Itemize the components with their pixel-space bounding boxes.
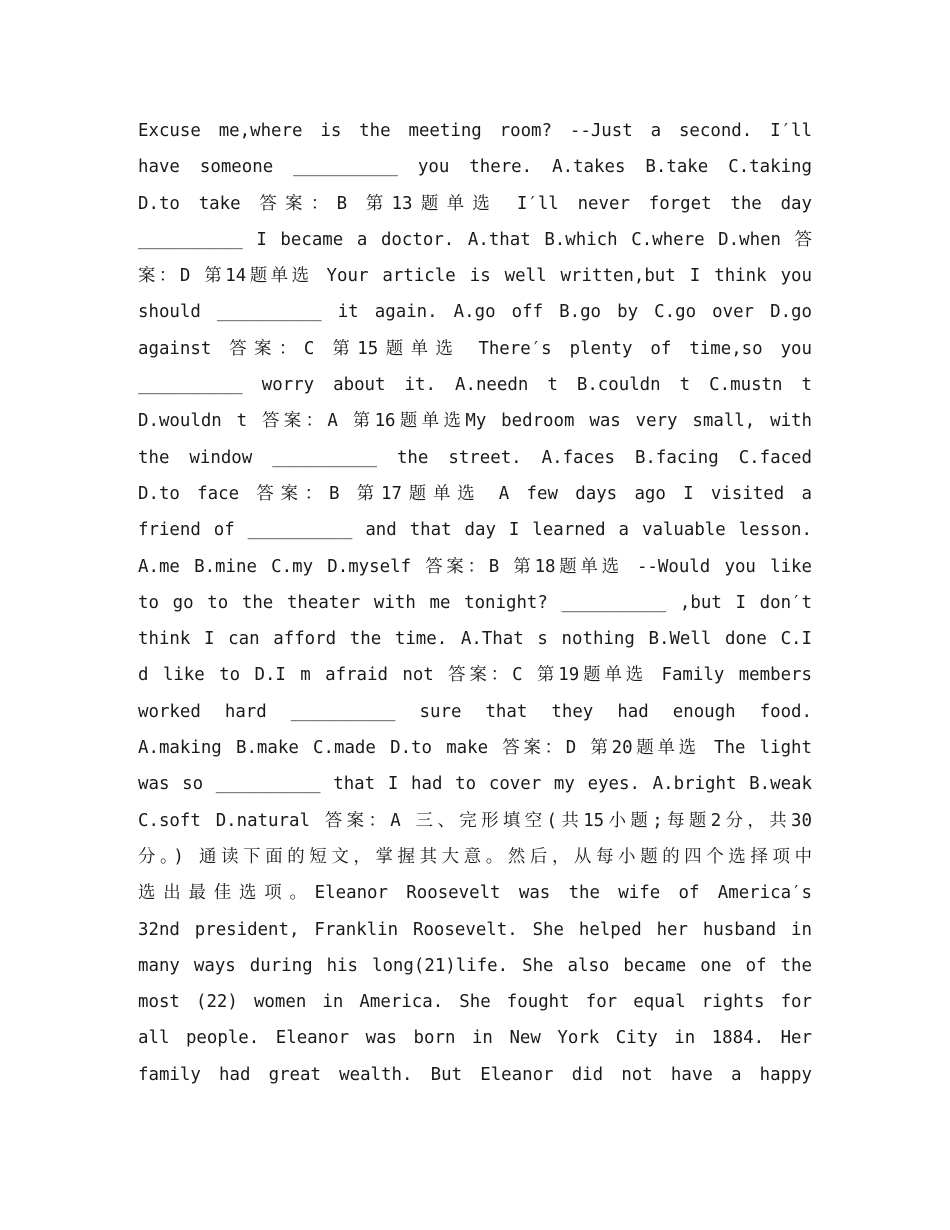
text-line: most (22) women in America. She fought for equal rights for <box>138 992 812 1013</box>
body-text <box>138 113 812 1093</box>
text-line: against 答案：C 第15题单选 There′s plenty of time,so you <box>138 338 812 359</box>
text-line: many ways during his long(21)life. She also became one of the <box>138 955 812 976</box>
text-line: to go to the theater with me tonight? __________ ,but I don′t <box>138 592 812 613</box>
text-line: 选出最佳选项。Eleanor Roosevelt was the wife of America′s <box>138 883 812 904</box>
text-line: family had great wealth. But Eleanor did not have a happy <box>138 1064 812 1085</box>
text-line: __________ worry about it. A.needn t B.couldn t C.mustn t <box>138 375 812 396</box>
text-line: A.making B.make C.made D.to make 答案：D 第20题单选 The light <box>138 738 812 759</box>
text-line: should __________ it again. A.go off B.go by C.go over D.go <box>138 302 812 323</box>
text-line: friend of __________ and that day I learned a valuable lesson. <box>138 520 812 541</box>
text-line: was so __________ that I had to cover my eyes. A.bright B.weak <box>138 774 812 795</box>
text-line: 32nd president, Franklin Roosevelt. She helped her husband in <box>138 919 812 940</box>
text-line: A.me B.mine C.my D.myself 答案：B 第18题单选 --Would you like <box>138 556 812 577</box>
text-line: think I can afford the time. A.That s nothing B.Well done C.I <box>138 629 812 650</box>
text-line: D.wouldn t 答案：A 第16题单选My bedroom was very small, with <box>138 411 812 432</box>
text-line: __________ I became a doctor. A.that B.which C.where D.when 答 <box>138 229 812 250</box>
text-line: all people. Eleanor was born in New York City in 1884. Her <box>138 1028 812 1049</box>
text-line: D.to take 答案：B 第13题单选 I′ll never forget the day <box>138 193 812 214</box>
text-line: the window __________ the street. A.faces B.facing C.faced <box>138 447 812 468</box>
text-line: 案：D 第14题单选 Your article is well written,but I think you <box>138 266 812 287</box>
text-line: C.soft D.natural 答案：A 三、完形填空(共15小题;每题2分，共30 <box>138 810 812 831</box>
text-line: have someone __________ you there. A.takes B.take C.taking <box>138 157 812 178</box>
text-line: D.to face 答案：B 第17题单选 A few days ago I visited a <box>138 483 812 504</box>
text-line: worked hard __________ sure that they had enough food. <box>138 701 812 722</box>
text-line: 分。) 通读下面的短文，掌握其大意。然后，从每小题的四个选择项中 <box>138 846 812 867</box>
text-line: d like to D.I m afraid not 答案：C 第19题单选 Family members <box>138 665 812 686</box>
text-line: Excuse me,where is the meeting room? --Just a second. I′ll <box>138 121 812 141</box>
